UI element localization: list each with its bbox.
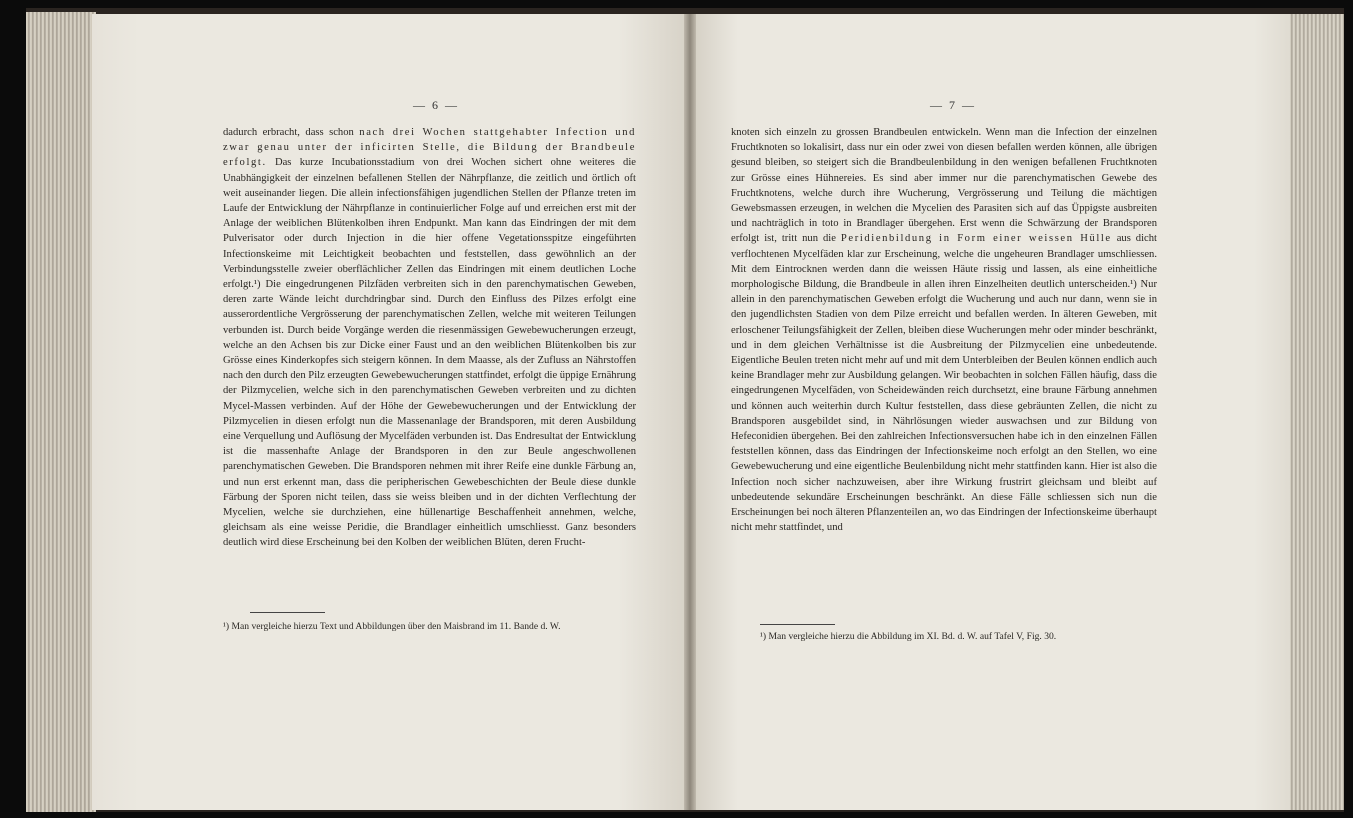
- left-paragraph: [223, 125, 636, 551]
- left-footnote-rule: [250, 612, 325, 613]
- book-gutter: [684, 14, 696, 810]
- right-footnote-rule: [760, 624, 835, 625]
- left-page-number: — 6 —: [413, 98, 459, 112]
- left-footnote: ¹) Man vergleiche hierzu Text und Abbildungen über den Maisbrand im 11. Bande d. W.: [223, 621, 561, 632]
- right-paragraph-lead: knoten sich einzeln zu grossen Brandbeulen entwickeln. Wenn man die Infection der einzelnen Fruchtknoten so lokalisirt, dass nur ein oder zwei von diesen befallen werden können, alle übrigen gesund bleiben, so steigert sich die Brandbeulenbildung in den wenigen befallenen Fruchtknoten zur Grösse eines Hühnereies. Es sind aber immer nur die parenchymatischen Gewebe des Fruchtknotens, welche durch ihre Wucherung, Vergrösserung und Teilung die mächtigen Gewebsmassen erzeugen, in welchen die Mycelien des Parasiten sich auf das Üppigste ausbreiten und nachträglich in toto in Brandlager übergehen. Erst wenn die Schwärzung der Brandsporen erfolgt ist, tritt nun die: [731, 127, 1157, 245]
- left-page-edges: [26, 12, 96, 812]
- right-paragraph-emphasis: Peridienbildung in Form einer weissen Hülle: [840, 233, 1112, 245]
- left-page-body: [223, 125, 636, 551]
- right-page-body: [731, 125, 1157, 535]
- right-paragraph: [731, 125, 1157, 535]
- right-footnote: ¹) Man vergleiche hierzu die Abbildung im XI. Bd. d. W. auf Tafel V, Fig. 30.: [760, 631, 1057, 642]
- left-paragraph-emphasis: nach drei Wochen stattgehabter Infection und zwar genau unter der inficirten Stelle, die Bildung der Brandbeule erfolgt.: [223, 127, 636, 169]
- right-page-edges: [1289, 14, 1344, 810]
- left-paragraph-rest: Das kurze Incubationsstadium von drei Wochen sichert ohne weiteres die Unabhängigkeit der einzelnen befallenen Stellen der Nährpflanze, die zeitlich und örtlich oft weit auseinander liegen. Die allein infectionsfähigen jugendlichen Stellen der Pflanze treten im Laufe der Entwicklung der Nährpflanze in continuierlicher Folge auf und erreichen erst mit der Anlage der weiblichen Blütenkolben ihren Endpunkt. Man kann das Eindringen der mit dem Pulverisator oder durch Injection in die hier offene Vegetationsspitze eingeführten Infectionskeime mit Leichtigkeit beobachten und feststellen, dass gewöhnlich an der Verbindungsstelle zweier oberflächlicher Zellen das Eindringen mit einem deutlichen Loche erfolgt.¹) Die eingedrungenen Pilzfäden verbreiten sich in den parenchymatischen Geweben, deren zarte Wände leicht durchdringbar sind. Durch den Einfluss des Pilzes erfolgt eine ausserordentliche Vergrösserung der parenchymatischen Zellen, welche mit weiteren Teilungen verbunden ist. Durch beide Vorgänge werden die riesenmässigen Gewebewucherungen erzeugt, welche an den Achsen bis zur Dicke einer Faust und an den weiblichen Blütenkolben bis zur Grösse eines Kinderkopfes sich steigern können. In dem Maasse, als der Zufluss an Nährstoffen nach den durch den Pilz erzeugten Gewebewucherungen stattfindet, erfolgt die üppige Ernährung der Pilzmycelien, welche sich in den parenchymatischen Geweben verbreiten und zu dichten Mycel-Massen verbinden. Auf der Höhe der Gewebewucherungen und der Entwicklung der Pilzmycelien in diesen erfolgt nun die Massenanlage der Brandsporen, mit deren Ausbildung eine Verquellung und Auflösung der Mycelfäden verbunden ist. Das Endresultat der Entwicklung ist die massenhafte Anlage der Brandsporen in den zur Beule angeschwollenen parenchymatischen Geweben. Die Brandsporen nehmen mit ihrer Reife eine dunkle Färbung an, und nun erst erkennt man, dass die peripherischen Gewebeschichten der Beule diese dunkle Färbung der Sporen nicht teilen, dass sie weiss bleiben und in der dichten Verflechtung der Mycelien, welche sie durchziehen, eine hüllenartige Beschaffenheit annehmen, welche, gleichsam als eine weisse Peridie, die Brandlager einheitlich umschliesst. Ganz besonders deutlich wird diese Erscheinung bei den Kolben der weiblichen Blüten, deren Frucht-: [223, 157, 637, 549]
- right-paragraph-rest: aus dicht verflochtenen Mycelfäden klar zur Erscheinung, welche die ungeheuren Brandlager umschliessen. Mit dem Eintrocknen werden dann die weissen Häute rissig und lassen, als eine einheitliche morphologische Bildung, die Brandbeule in allen ihren Einzelheiten deutlich unterscheiden.¹) Nur allein in den parenchymatischen Geweben erfolgt die Wucherung und auch nur dann, wenn sie in den jugendlichsten Stadien von dem Pilze erreicht und befallen werden. In älteren Geweben, mit erloschener Teilungsfähigkeit der Zellen, bleiben diese Wucherungen mehr oder minder beschränkt, und in dem gleichen Verhältnisse ist die Ausbreitung der Pilzmycelien eine unbedeutende. Eigentliche Beulen treten nicht mehr auf und mit dem Unterbleiben der Beulen können endlich auch keine Brandlager mehr zur Ausbildung gelangen. Wir beobachten in solchen Fällen häufig, dass die eingedrungenen Mycelfäden, von Scheidewänden reich durchsetzt, eine braune Färbung annehmen und können auch weiterhin durch Kultur feststellen, dass diese gebräunten Zellen, die nicht zu Brandsporen ausgebildet sind, in Nährlösungen wieder auswachsen und zur Bildung von Hefeconidien übergehen. Bei den zahlreichen Infectionsversuchen habe ich in den einzelnen Fällen feststellen können, dass das Eindringen der Infectionskeime noch erfolgt an den Stellen, wo eine Gewebewucherung und eine eigentliche Beulenbildung nicht mehr stattfinden kann. Hier ist also die Infection noch sicher nachzuweisen, aber ihre Wirkung frustrirt gleichsam und bleibt auf unbedeutende sekundäre Erscheinungen beschränkt. An diese Fälle schliessen sich nun die Erscheinungen bei noch älteren Pflanzenteilen an, wo das Eindringen der Infectionskeime überhaupt nicht mehr stattfindet, und: [731, 233, 1157, 534]
- left-paragraph-lead: dadurch erbracht, dass schon: [223, 127, 360, 138]
- right-page-number: — 7 —: [930, 98, 976, 112]
